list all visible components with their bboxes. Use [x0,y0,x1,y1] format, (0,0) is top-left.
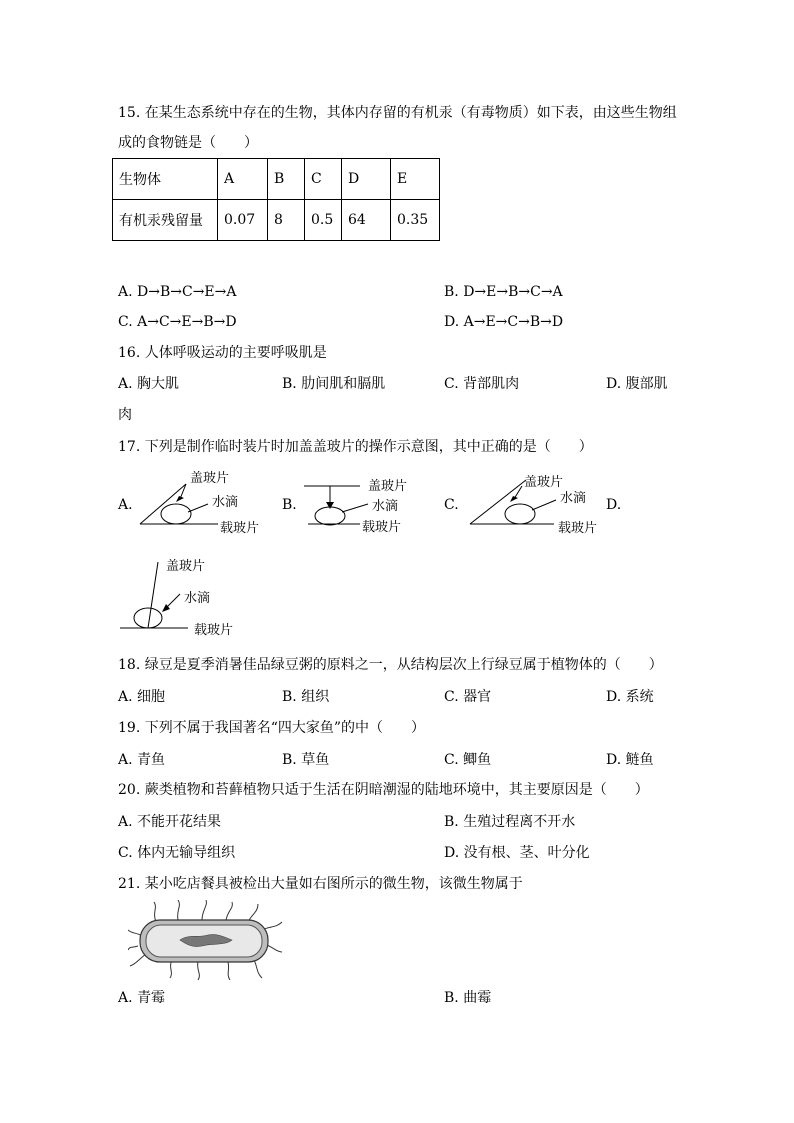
slide-label: 载玻片 [558,521,598,536]
water-drop-label: 水滴 [184,591,211,606]
water-drop-label: 水滴 [212,495,239,510]
q16-option-c[interactable]: C. 背部肌肉 [444,376,520,392]
q20-option-d[interactable]: D. 没有根、茎、叶分化 [444,845,590,861]
water-drop-label: 水滴 [372,499,399,514]
q21-option-b[interactable]: B. 曲霉 [444,990,492,1006]
cover-slip-label: 盖玻片 [166,559,206,574]
q19-stem: 19. 下列不属于我国著名“四大家鱼”的中（ ） [118,720,426,736]
cover-slip-label: 盖玻片 [524,475,564,490]
q15-option-d[interactable]: D. A→E→C→B→D [444,314,564,330]
table-cell: 0.5 [305,200,342,241]
q17-diagram-b [300,474,430,538]
q17-stem: 17. 下列是制作临时装片时加盖盖玻片的操作示意图，其中正确的是（ ） [118,439,593,455]
q19-option-d[interactable]: D. 鲢鱼 [606,752,654,768]
q21-option-a[interactable]: A. 青霉 [118,990,166,1006]
q15-stem-line2: 成的食物链是（ ） [118,135,258,151]
q18-option-b[interactable]: B. 组织 [282,689,330,705]
q17-diagram-a [138,466,268,538]
table-cell: B [268,159,305,200]
q15-option-c[interactable]: C. A→C→E→B→D [118,314,237,330]
table-cell: 生物体 [113,159,218,200]
q17-diagram-d [118,554,248,640]
q17-option-d[interactable]: D. [606,497,622,513]
table-row [113,200,440,241]
q17-option-c[interactable]: C. [444,497,459,513]
q15-option-a[interactable]: A. D→B→C→E→A [118,284,237,300]
table-cell: 0.35 [391,200,440,241]
table-cell: 0.07 [218,200,268,241]
q16-option-a[interactable]: A. 胸大肌 [118,376,180,392]
slide-label: 载玻片 [194,623,234,638]
q15-option-b[interactable]: B. D→E→B→C→A [444,284,563,300]
q20-option-c[interactable]: C. 体内无输导组织 [118,845,236,861]
table-cell: A [218,159,268,200]
q20-option-a[interactable]: A. 不能开花结果 [118,814,222,830]
q19-option-c[interactable]: C. 鲫鱼 [444,752,492,768]
table-cell: E [391,159,440,200]
q19-option-a[interactable]: A. 青鱼 [118,752,166,768]
water-drop-label: 水滴 [560,491,587,506]
q19-option-b[interactable]: B. 草鱼 [282,752,330,768]
q18-option-a[interactable]: A. 细胞 [118,689,166,705]
q21-stem: 21. 某小吃店餐具被检出大量如右图所示的微生物，该微生物属于 [118,876,523,892]
cover-slip-label: 盖玻片 [190,471,230,486]
q16-option-d[interactable]: D. 腹部肌 [606,376,668,392]
cover-slip-label: 盖玻片 [368,479,408,494]
q20-stem: 20. 蕨类植物和苔藓植物只适于生活在阴暗潮湿的陆地环境中，其主要原因是（ ） [118,782,649,798]
slide-label: 载玻片 [362,520,402,535]
q15-stem-line1: 15. 在某生态系统中存在的生物，其体内存留的有机汞（有毒物质）如下表，由这些生物组 [118,105,677,121]
q16-option-d-wrap: 肉 [118,407,132,423]
q16-stem: 16. 人体呼吸运动的主要呼吸肌是 [118,345,327,361]
table-cell: C [305,159,342,200]
q18-option-c[interactable]: C. 器官 [444,689,492,705]
q15-table [112,158,440,241]
table-cell: 64 [342,200,391,241]
table-cell: D [342,159,391,200]
table-row [113,159,440,200]
q18-stem: 18. 绿豆是夏季消暑佳品绿豆粥的原料之一，从结构层次上行绿豆属于植物体的（ ） [118,657,663,673]
q20-option-b[interactable]: B. 生殖过程离不开水 [444,814,576,830]
q21-bacterium-image [128,900,284,980]
q17-option-b[interactable]: B. [282,497,297,513]
q16-option-b[interactable]: B. 肋间肌和膈肌 [282,376,386,392]
q17-option-a[interactable]: A. [118,497,133,513]
slide-label: 载玻片 [220,521,260,536]
table-cell: 有机汞残留量 [113,200,218,241]
q17-diagram-c [466,466,606,538]
table-cell: 8 [268,200,305,241]
q18-option-d[interactable]: D. 系统 [606,689,654,705]
